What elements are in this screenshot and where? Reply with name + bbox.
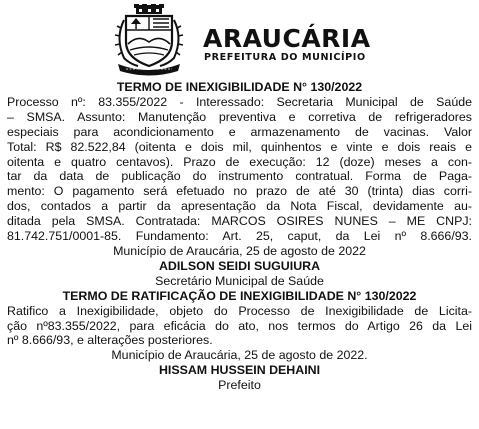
brand-name: ARAUCÁRIA xyxy=(203,24,371,53)
notice1-title: TERMO DE INEXIGIBILIDADE N° 130/2022 xyxy=(116,80,363,94)
notice1-line: Total: R$ 82.522,84 (oitenta e dois mil, quinhentos e vinte e dois reais e xyxy=(7,139,472,154)
notice1-line: tar da data de publicação do instrumento contratual. Forma de Paga- xyxy=(7,169,472,184)
header xyxy=(0,0,479,80)
notice2-role: Prefeito xyxy=(218,378,261,393)
brand-block xyxy=(203,26,371,63)
notice2-line: Ratifico a Inexigibilidade, objeto do Processo de Inexigibilidade de Licita- xyxy=(7,303,472,318)
notice1-line: dos, contados a partir da apresentação da Nota Fiscal, devidamente au- xyxy=(7,199,472,214)
notice1-signer: ADILSON SEIDI SUGUIURA xyxy=(158,258,321,273)
notice1-line: ditada pela SMSA. Contratada: MARCOS OSIRES NUNES – ME CNPJ: xyxy=(7,214,472,229)
municipal-coat-of-arms-icon xyxy=(112,4,186,76)
notice1-line: mento: O pagamento será efetuado no prazo de até 30 (trinta) dias corri- xyxy=(7,184,472,199)
notice2-line: nº 8.666/93, e alterações posteriores. xyxy=(7,333,213,348)
notice2-title: TERMO DE RATIFICAÇÃO DE INEXIGIBILIDADE N° 130/2022 xyxy=(62,288,417,303)
notice1-line: oitenta e quatro centavos). Prazo de execução: 12 (doze) meses a con- xyxy=(7,154,472,169)
notice1-date: Município de Araucária, 25 de agosto de 2022 xyxy=(113,243,366,258)
notice1-line: 81.742.751/0001-85. Fundamento: Art. 25, caput, da Lei nº 8.666/93. xyxy=(7,229,472,244)
notice1-role: Secretário Municipal de Saúde xyxy=(155,273,324,288)
notice1-line: especiais para acondicionamento e armazenamento de vacinas. Valor xyxy=(7,124,472,139)
notice2-line: ção nº83.355/2022, para eficácia do ato, nos termos do Artigo 26 da Lei xyxy=(7,318,472,333)
notice-body xyxy=(7,80,472,393)
notice1-line: Processo nº: 83.355/2022 - Interessado: Secretaria Municipal de Saúde xyxy=(7,94,472,109)
notice2-signer: HISSAM HUSSEIN DEHAINI xyxy=(158,363,321,378)
notice1-line: – SMSA. Assunto: Manutenção preventiva e corretiva de refrigeradores xyxy=(7,109,472,124)
brand-subtitle: PREFEITURA DO MUNICÍPIO xyxy=(204,52,366,63)
notice2-date: Município de Araucária, 25 de agosto de 2022. xyxy=(111,348,368,363)
